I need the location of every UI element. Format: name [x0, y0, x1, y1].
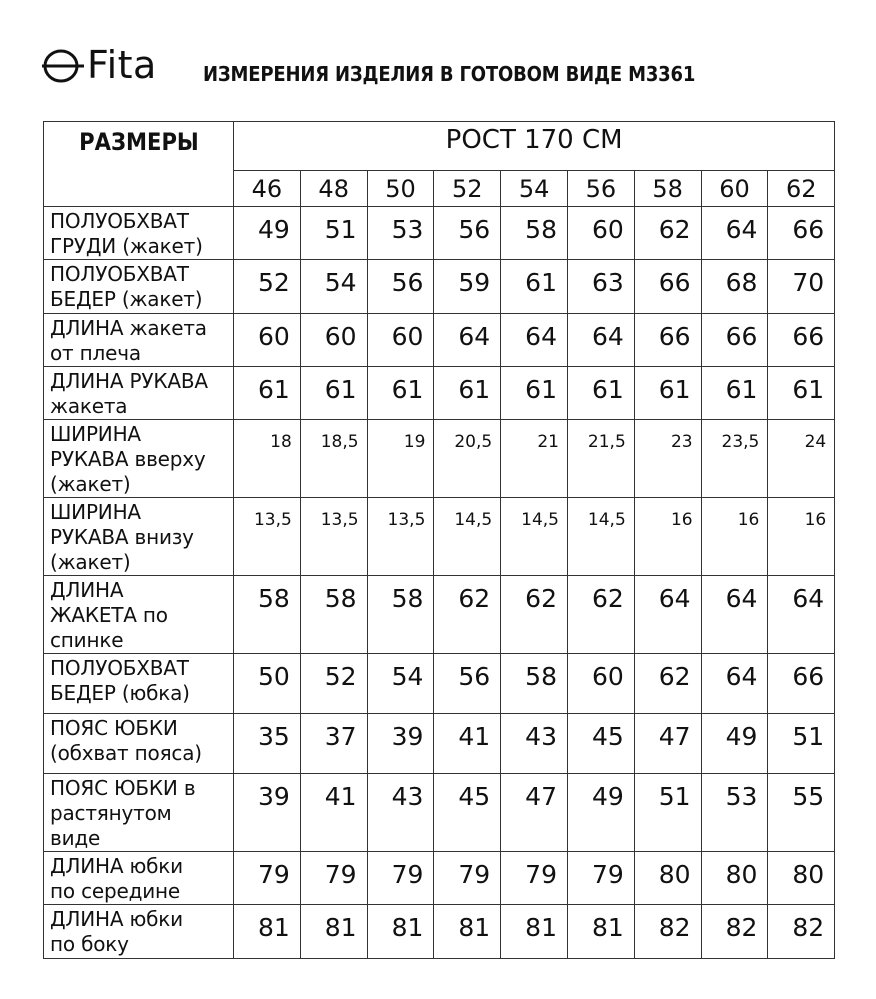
measurement-value: 49: [567, 774, 634, 852]
measurement-value: 64: [567, 314, 634, 367]
measurement-value: 43: [501, 714, 568, 774]
height-label: РОСТ 170 СМ: [234, 122, 835, 171]
measurement-value: 13,5: [300, 498, 367, 576]
measurement-value: 81: [234, 905, 301, 959]
measurement-value: 64: [501, 314, 568, 367]
measurement-value: 81: [501, 905, 568, 959]
measurement-value: 18,5: [300, 420, 367, 498]
measurement-value: 70: [768, 260, 835, 314]
measurement-label: [44, 654, 234, 714]
measurement-value: 52: [300, 654, 367, 714]
measurement-value: 35: [234, 714, 301, 774]
measurement-value: 13,5: [234, 498, 301, 576]
measurement-value: 58: [501, 654, 568, 714]
measurement-value: 60: [300, 314, 367, 367]
measurement-label-line: ДЛИНА РУКАВА: [50, 369, 208, 393]
measurement-value: 61: [634, 367, 701, 420]
measurement-value: 60: [567, 207, 634, 260]
measurement-value: 66: [768, 207, 835, 260]
measurement-value: 24: [768, 420, 835, 498]
measurement-value: 37: [300, 714, 367, 774]
size-header: 58: [634, 171, 701, 207]
measurement-value: 66: [768, 314, 835, 367]
measurement-label: [44, 774, 234, 852]
measurement-row: [44, 714, 835, 774]
measurement-label-line: ШИРИНА: [50, 422, 141, 446]
document-title: ИЗМЕРЕНИЯ ИЗДЕЛИЯ В ГОТОВОМ ВИДЕ М3361: [203, 62, 696, 86]
measurement-value: 21: [501, 420, 568, 498]
measurement-label: [44, 314, 234, 367]
measurement-value: 61: [501, 260, 568, 314]
measurement-label-line: ГРУДИ (жакет): [50, 234, 203, 258]
measurement-value: 61: [300, 367, 367, 420]
measurement-value: 47: [634, 714, 701, 774]
measurement-value: 49: [234, 207, 301, 260]
measurement-value: 19: [367, 420, 434, 498]
measurement-label-line: РУКАВА внизу: [50, 525, 194, 549]
measurement-label: [44, 905, 234, 959]
measurement-value: 58: [367, 576, 434, 654]
measurement-value: 41: [434, 714, 501, 774]
measurement-row: [44, 905, 835, 959]
measurement-value: 79: [234, 852, 301, 905]
measurement-value: 61: [367, 367, 434, 420]
measurement-label: [44, 852, 234, 905]
measurement-value: 64: [701, 207, 768, 260]
measurement-label: [44, 420, 234, 498]
measurement-value: 66: [768, 654, 835, 714]
measurement-label-line: ДЛИНА жакета: [50, 316, 207, 340]
measurement-row: [44, 576, 835, 654]
measurement-value: 62: [501, 576, 568, 654]
size-header: 52: [434, 171, 501, 207]
measurement-value: 20,5: [434, 420, 501, 498]
measurement-label-line: по боку: [50, 932, 129, 956]
measurement-row: [44, 852, 835, 905]
measurement-value: 47: [501, 774, 568, 852]
measurement-value: 58: [300, 576, 367, 654]
measurement-value: 79: [434, 852, 501, 905]
measurement-row: [44, 260, 835, 314]
measurement-value: 49: [701, 714, 768, 774]
measurement-value: 82: [768, 905, 835, 959]
measurement-value: 52: [234, 260, 301, 314]
size-header: 62: [768, 171, 835, 207]
measurement-value: 54: [367, 654, 434, 714]
measurement-row: [44, 498, 835, 576]
measurement-value: 66: [634, 314, 701, 367]
measurement-value: 81: [434, 905, 501, 959]
measurement-value: 21,5: [567, 420, 634, 498]
measurement-value: 14,5: [434, 498, 501, 576]
measurement-value: 41: [300, 774, 367, 852]
measurement-label: [44, 367, 234, 420]
measurement-value: 61: [434, 367, 501, 420]
measurement-value: 56: [367, 260, 434, 314]
size-header: 48: [300, 171, 367, 207]
measurement-label-line: ПОЛУОБХВАТ: [50, 209, 189, 233]
measurement-value: 79: [567, 852, 634, 905]
measurement-value: 59: [434, 260, 501, 314]
size-header: 54: [501, 171, 568, 207]
measurement-value: 54: [300, 260, 367, 314]
size-header: 56: [567, 171, 634, 207]
measurement-label-line: ПОЛУОБХВАТ: [50, 262, 189, 286]
measurement-label-line: ПОЯС ЮБКИ: [50, 716, 178, 740]
measurement-value: 39: [234, 774, 301, 852]
measurement-value: 79: [300, 852, 367, 905]
measurement-value: 66: [634, 260, 701, 314]
measurement-value: 79: [501, 852, 568, 905]
measurement-label-line: БЕДЕР (жакет): [50, 287, 203, 311]
logo-text: Fita: [87, 43, 157, 87]
measurement-value: 53: [367, 207, 434, 260]
measurement-value: 62: [634, 207, 701, 260]
measurement-value: 43: [367, 774, 434, 852]
fita-logo: [40, 40, 190, 90]
measurement-label-line: спинке: [50, 628, 124, 652]
measurement-value: 56: [434, 207, 501, 260]
measurement-label-line: ШИРИНА: [50, 500, 141, 524]
measurement-label-line: ПОЛУОБХВАТ: [50, 656, 189, 680]
measurement-value: 80: [634, 852, 701, 905]
measurement-value: 51: [300, 207, 367, 260]
measurement-row: [44, 314, 835, 367]
measurement-label-line: РУКАВА вверху: [50, 447, 206, 471]
measurement-label: [44, 498, 234, 576]
fita-logo-icon: [40, 44, 86, 86]
measurement-value: 14,5: [567, 498, 634, 576]
measurement-value: 64: [701, 576, 768, 654]
measurement-value: 53: [701, 774, 768, 852]
measurement-value: 58: [234, 576, 301, 654]
measurement-value: 60: [567, 654, 634, 714]
measurement-label: [44, 260, 234, 314]
measurement-value: 16: [634, 498, 701, 576]
measurement-value: 64: [768, 576, 835, 654]
measurement-value: 62: [634, 654, 701, 714]
measurement-label-line: от плеча: [50, 341, 141, 365]
header-row-height: [44, 122, 835, 171]
measurement-value: 14,5: [501, 498, 568, 576]
measurement-label-line: БЕДЕР (юбка): [50, 681, 190, 705]
measurement-label: [44, 576, 234, 654]
measurement-row: [44, 420, 835, 498]
measurement-value: 58: [501, 207, 568, 260]
measurement-value: 18: [234, 420, 301, 498]
size-header: 60: [701, 171, 768, 207]
measurement-value: 16: [701, 498, 768, 576]
size-header: 50: [367, 171, 434, 207]
measurement-value: 61: [567, 367, 634, 420]
measurement-value: 56: [434, 654, 501, 714]
measurement-label-line: по середине: [50, 879, 180, 903]
measurement-value: 80: [701, 852, 768, 905]
measurement-value: 61: [768, 367, 835, 420]
measurement-value: 45: [567, 714, 634, 774]
measurement-value: 45: [434, 774, 501, 852]
measurement-value: 81: [367, 905, 434, 959]
measurement-value: 79: [367, 852, 434, 905]
measurement-label: [44, 207, 234, 260]
measurement-value: 62: [567, 576, 634, 654]
measurement-value: 51: [634, 774, 701, 852]
measurement-value: 23: [634, 420, 701, 498]
size-header: 46: [234, 171, 301, 207]
measurement-value: 51: [768, 714, 835, 774]
measurement-value: 60: [234, 314, 301, 367]
measurement-label-line: ДЛИНА юбки: [50, 854, 183, 878]
measurement-row: [44, 367, 835, 420]
measurement-value: 81: [567, 905, 634, 959]
page-header: [40, 36, 840, 106]
measurement-value: 82: [634, 905, 701, 959]
measurement-value: 13,5: [367, 498, 434, 576]
measurement-value: 61: [701, 367, 768, 420]
measurement-value: 64: [701, 654, 768, 714]
measurement-label-line: ПОЯС ЮБКИ в: [50, 776, 196, 800]
measurement-value: 68: [701, 260, 768, 314]
measurement-value: 80: [768, 852, 835, 905]
measurement-row: [44, 774, 835, 852]
measurement-value: 64: [634, 576, 701, 654]
measurement-label-line: жакета: [50, 394, 128, 418]
measurement-value: 64: [434, 314, 501, 367]
measurement-label-line: ДЛИНА: [50, 578, 124, 602]
measurement-value: 62: [434, 576, 501, 654]
measurement-label: [44, 714, 234, 774]
measurement-label-line: виде: [50, 826, 101, 850]
measurement-value: 50: [234, 654, 301, 714]
measurement-value: 82: [701, 905, 768, 959]
measurement-value: 61: [501, 367, 568, 420]
measurement-label-line: ДЛИНА юбки: [50, 907, 183, 931]
measurement-value: 66: [701, 314, 768, 367]
measurement-value: 61: [234, 367, 301, 420]
measurement-label-line: (жакет): [50, 472, 131, 496]
measurement-value: 16: [768, 498, 835, 576]
measurement-label-line: (жакет): [50, 550, 131, 574]
measurement-value: 63: [567, 260, 634, 314]
measurement-row: [44, 654, 835, 714]
measurement-label-line: (обхват пояса): [50, 741, 202, 765]
measurement-label-line: ЖАКЕТА по: [50, 603, 168, 627]
measurement-value: 23,5: [701, 420, 768, 498]
measurement-row: [44, 207, 835, 260]
measurement-value: 39: [367, 714, 434, 774]
measurement-label-line: растянутом: [50, 801, 172, 825]
sizes-corner-label: РАЗМЕРЫ: [55, 122, 222, 207]
measurement-value: 81: [300, 905, 367, 959]
measurement-value: 60: [367, 314, 434, 367]
size-chart-table: [43, 121, 835, 959]
measurement-value: 55: [768, 774, 835, 852]
